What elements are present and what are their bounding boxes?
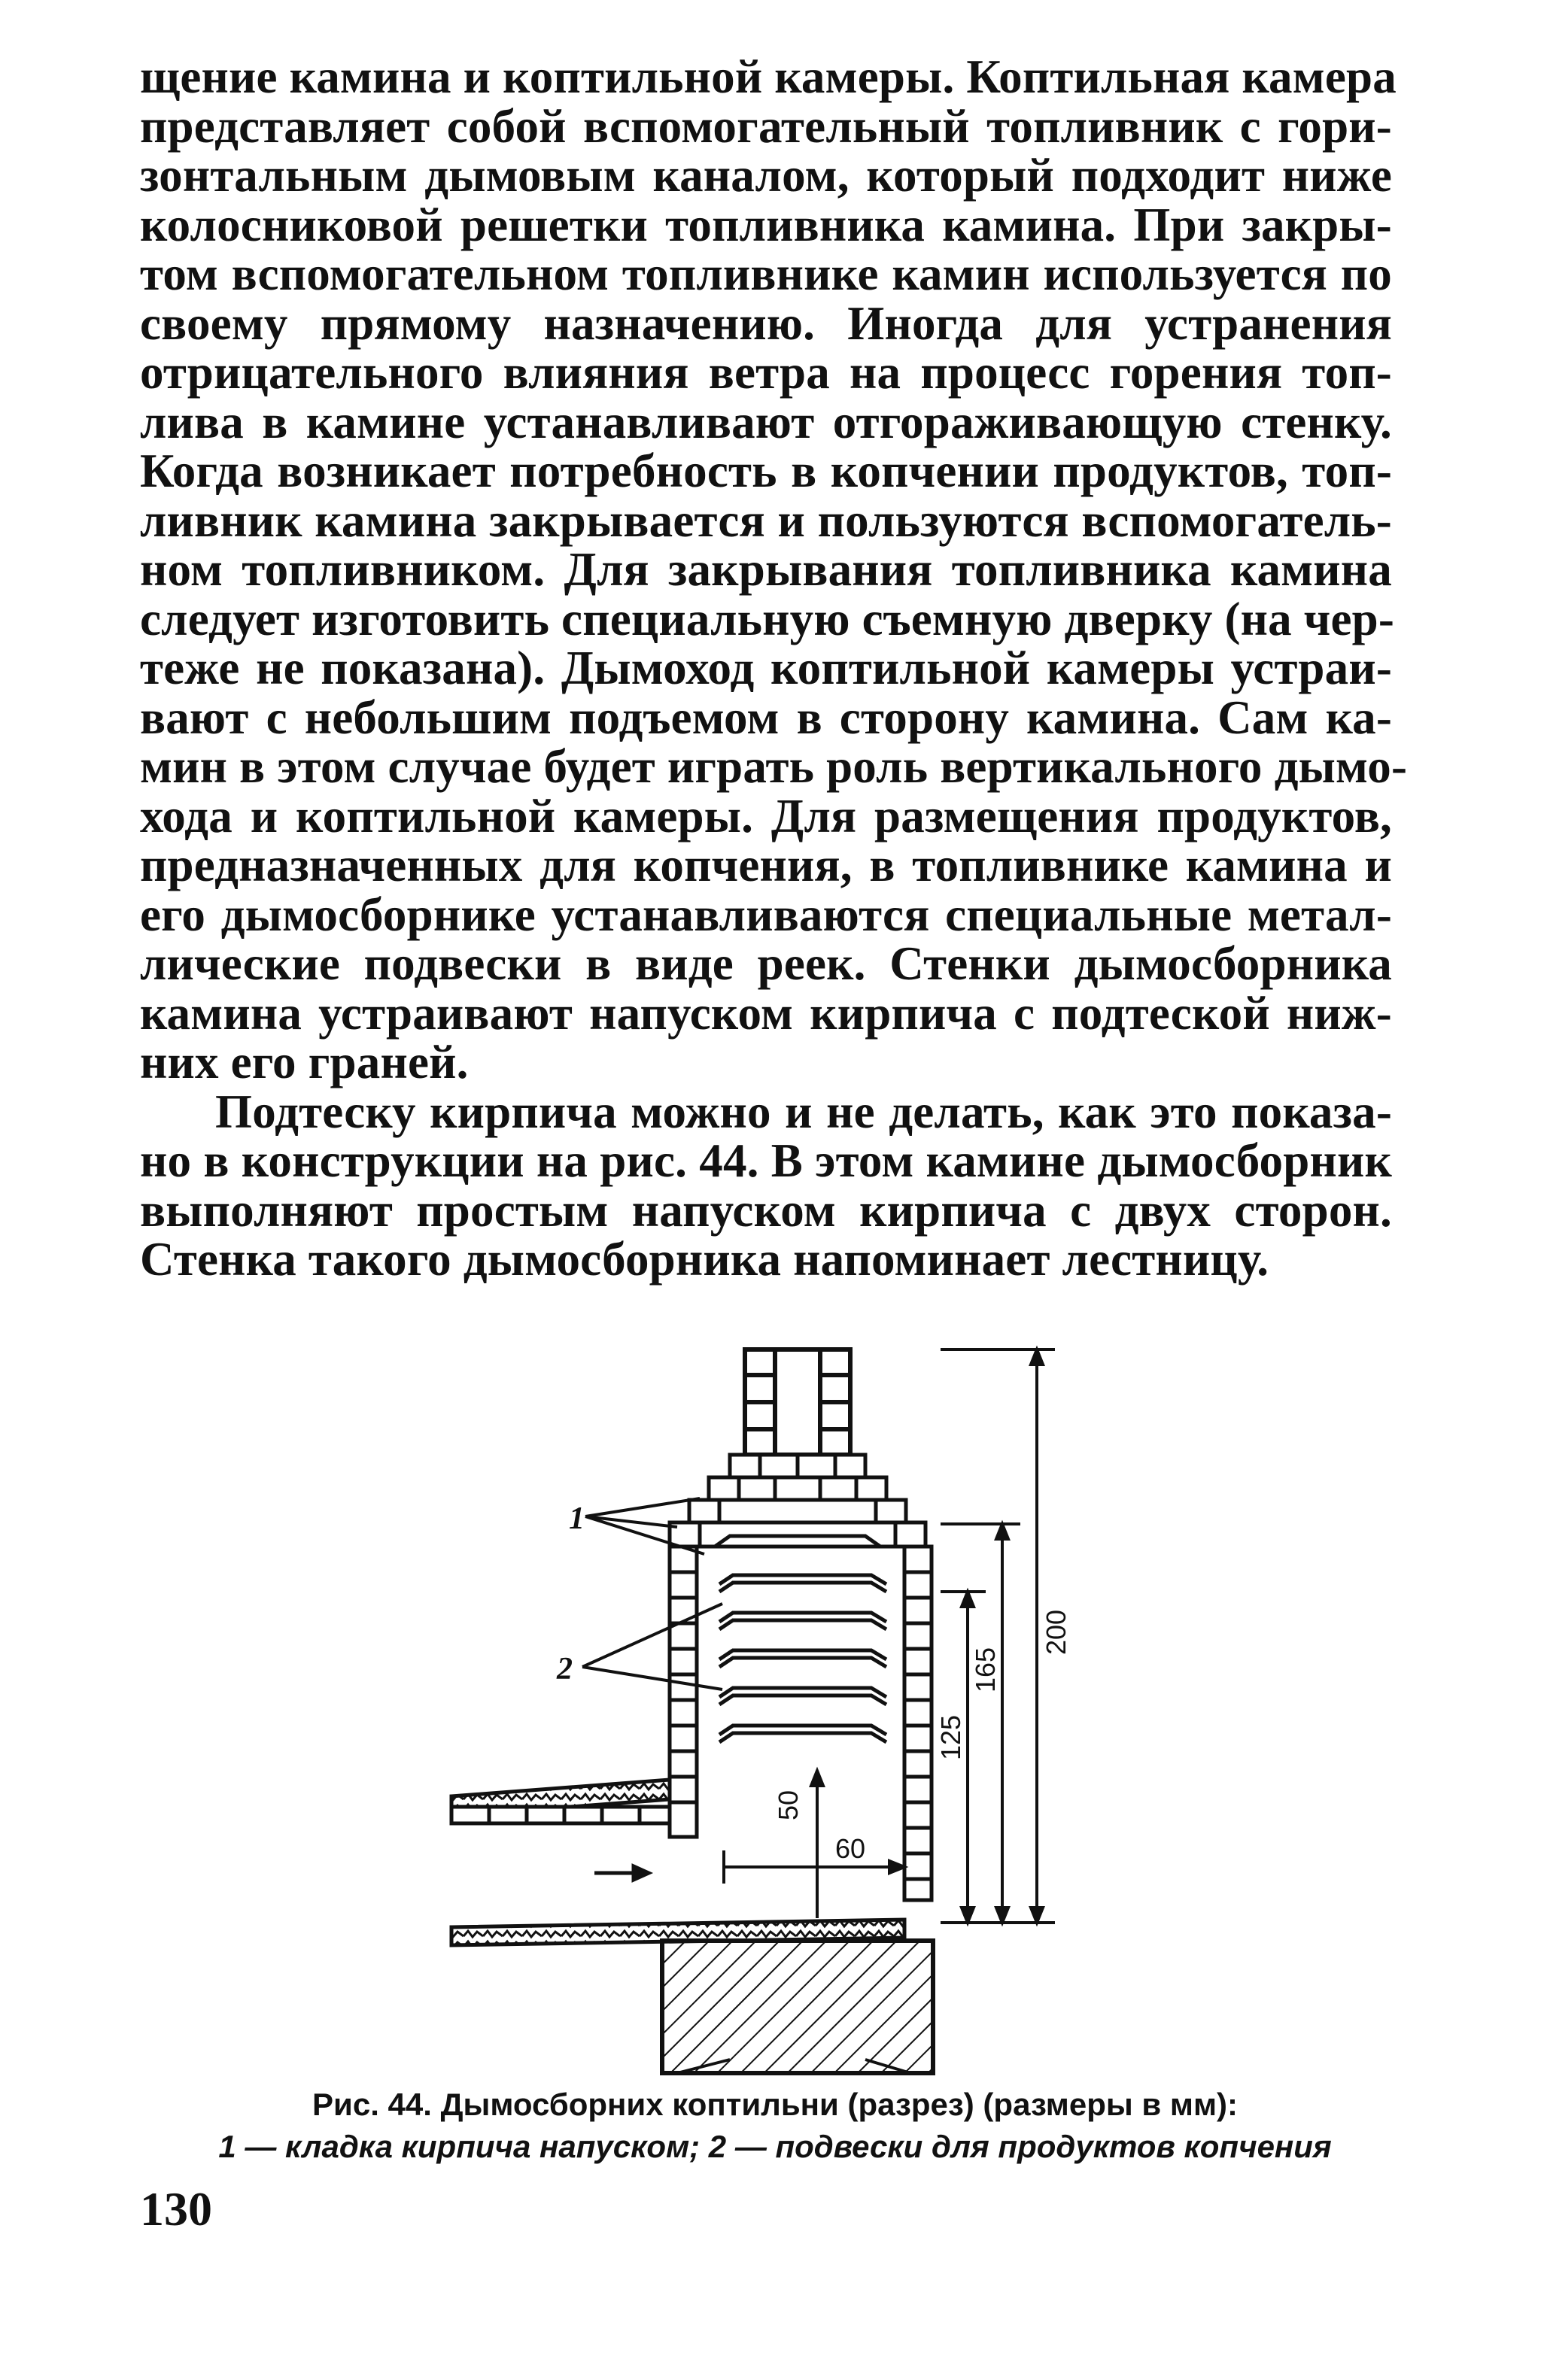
- text-line: Когда возникает потребность в копчении продуктов, топ-: [140, 445, 1392, 497]
- text-line: мин в этом случае будет играть роль вертикального дымо-: [140, 740, 1408, 793]
- callout-1-label: 1: [569, 1501, 585, 1536]
- brick-walls: [670, 1547, 932, 1900]
- text-line: предназначенных для копчения, в топливнике камина и: [140, 839, 1392, 891]
- body-text: [140, 50, 1408, 1286]
- text-line: лические подвески в виде реек. Стенки дымосборника: [140, 937, 1392, 990]
- dimension-125-label: 125: [935, 1714, 966, 1760]
- foundation: [662, 1941, 933, 2073]
- text-line: хода и коптильной камеры. Для размещения продуктов,: [140, 789, 1392, 842]
- chimney-pipe: [745, 1349, 850, 1455]
- text-line: ливник камина закрывается и пользуются вспомогатель-: [140, 493, 1392, 547]
- callout-2-label: 2: [557, 1652, 573, 1686]
- corbelled-brickwork: [670, 1455, 926, 1547]
- product-hangers: [719, 1575, 886, 1742]
- dimension-60-label: 60: [835, 1833, 866, 1864]
- text-line: камина устраивают напуском кирпича с подтеской ниж-: [140, 986, 1392, 1040]
- paragraph-1: [140, 50, 1408, 1088]
- figure-caption: [150, 2084, 1400, 2168]
- text-line: теже не показана). Дымоход коптильной камеры устраи-: [140, 642, 1392, 694]
- dimension-50: [811, 1771, 823, 1918]
- text-line: выполняют простым напуском кирпича с двух сторон.: [140, 1183, 1392, 1237]
- text-line: Подтеску кирпича можно и не делать, как это показа-: [215, 1085, 1392, 1138]
- dimension-200-label: 200: [1041, 1609, 1071, 1655]
- text-line: лива в камине устанавливают отгораживающую стенку.: [140, 395, 1392, 448]
- dimension-165-label: 165: [970, 1647, 1001, 1692]
- dimension-lines-vertical: [941, 1349, 1055, 1923]
- text-line: но в конструкции на рис. 44. В этом камине дымосборник: [140, 1134, 1392, 1187]
- text-line: ном топливником. Для закрывания топливника камина: [140, 543, 1392, 596]
- figure-smoke-collector-section: [444, 1339, 1181, 2091]
- section-drawing: [444, 1339, 1181, 2091]
- text-line: колосниковой решетки топливника камина. При закры-: [140, 198, 1392, 251]
- text-line: них его граней.: [140, 1036, 469, 1088]
- text-line: Стенка такого дымосборника напоминает лестницу.: [140, 1233, 1269, 1286]
- paragraph-2: [140, 1085, 1392, 1286]
- text-line: представляет собой вспомогательный топливник с гори-: [140, 99, 1392, 153]
- text-line: его дымосборнике устанавливаются специальные метал-: [140, 888, 1392, 941]
- text-line: зонтальным дымовым каналом, который подходит ниже: [140, 149, 1392, 202]
- text-line: щение камина и коптильной камеры. Коптильная камера: [140, 50, 1397, 103]
- text-line: вают с небольшим подъемом в сторону камина. Сам ка-: [140, 691, 1392, 744]
- page-number: 130: [140, 2182, 212, 2236]
- dimension-50-label: 50: [773, 1790, 804, 1820]
- text-line: своему прямому назначению. Иногда для устранения: [140, 296, 1392, 350]
- caption-title: Рис. 44. Дымосборних коптильни (разрез) (размеры в мм):: [312, 2087, 1238, 2122]
- text-line: том вспомогательном топливнике камин используется по: [140, 247, 1392, 300]
- caption-legend: 1 — кладка кирпича напуском; 2 — подвески для продуктов копчения: [218, 2129, 1332, 2164]
- smoke-flow-arrow: [594, 1866, 649, 1880]
- text-line: отрицательного влияния ветра на процесс горения топ-: [140, 346, 1392, 399]
- dimension-60: [722, 1850, 904, 1884]
- text-line: следует изготовить специальную съемную дверку (на чер-: [140, 592, 1395, 645]
